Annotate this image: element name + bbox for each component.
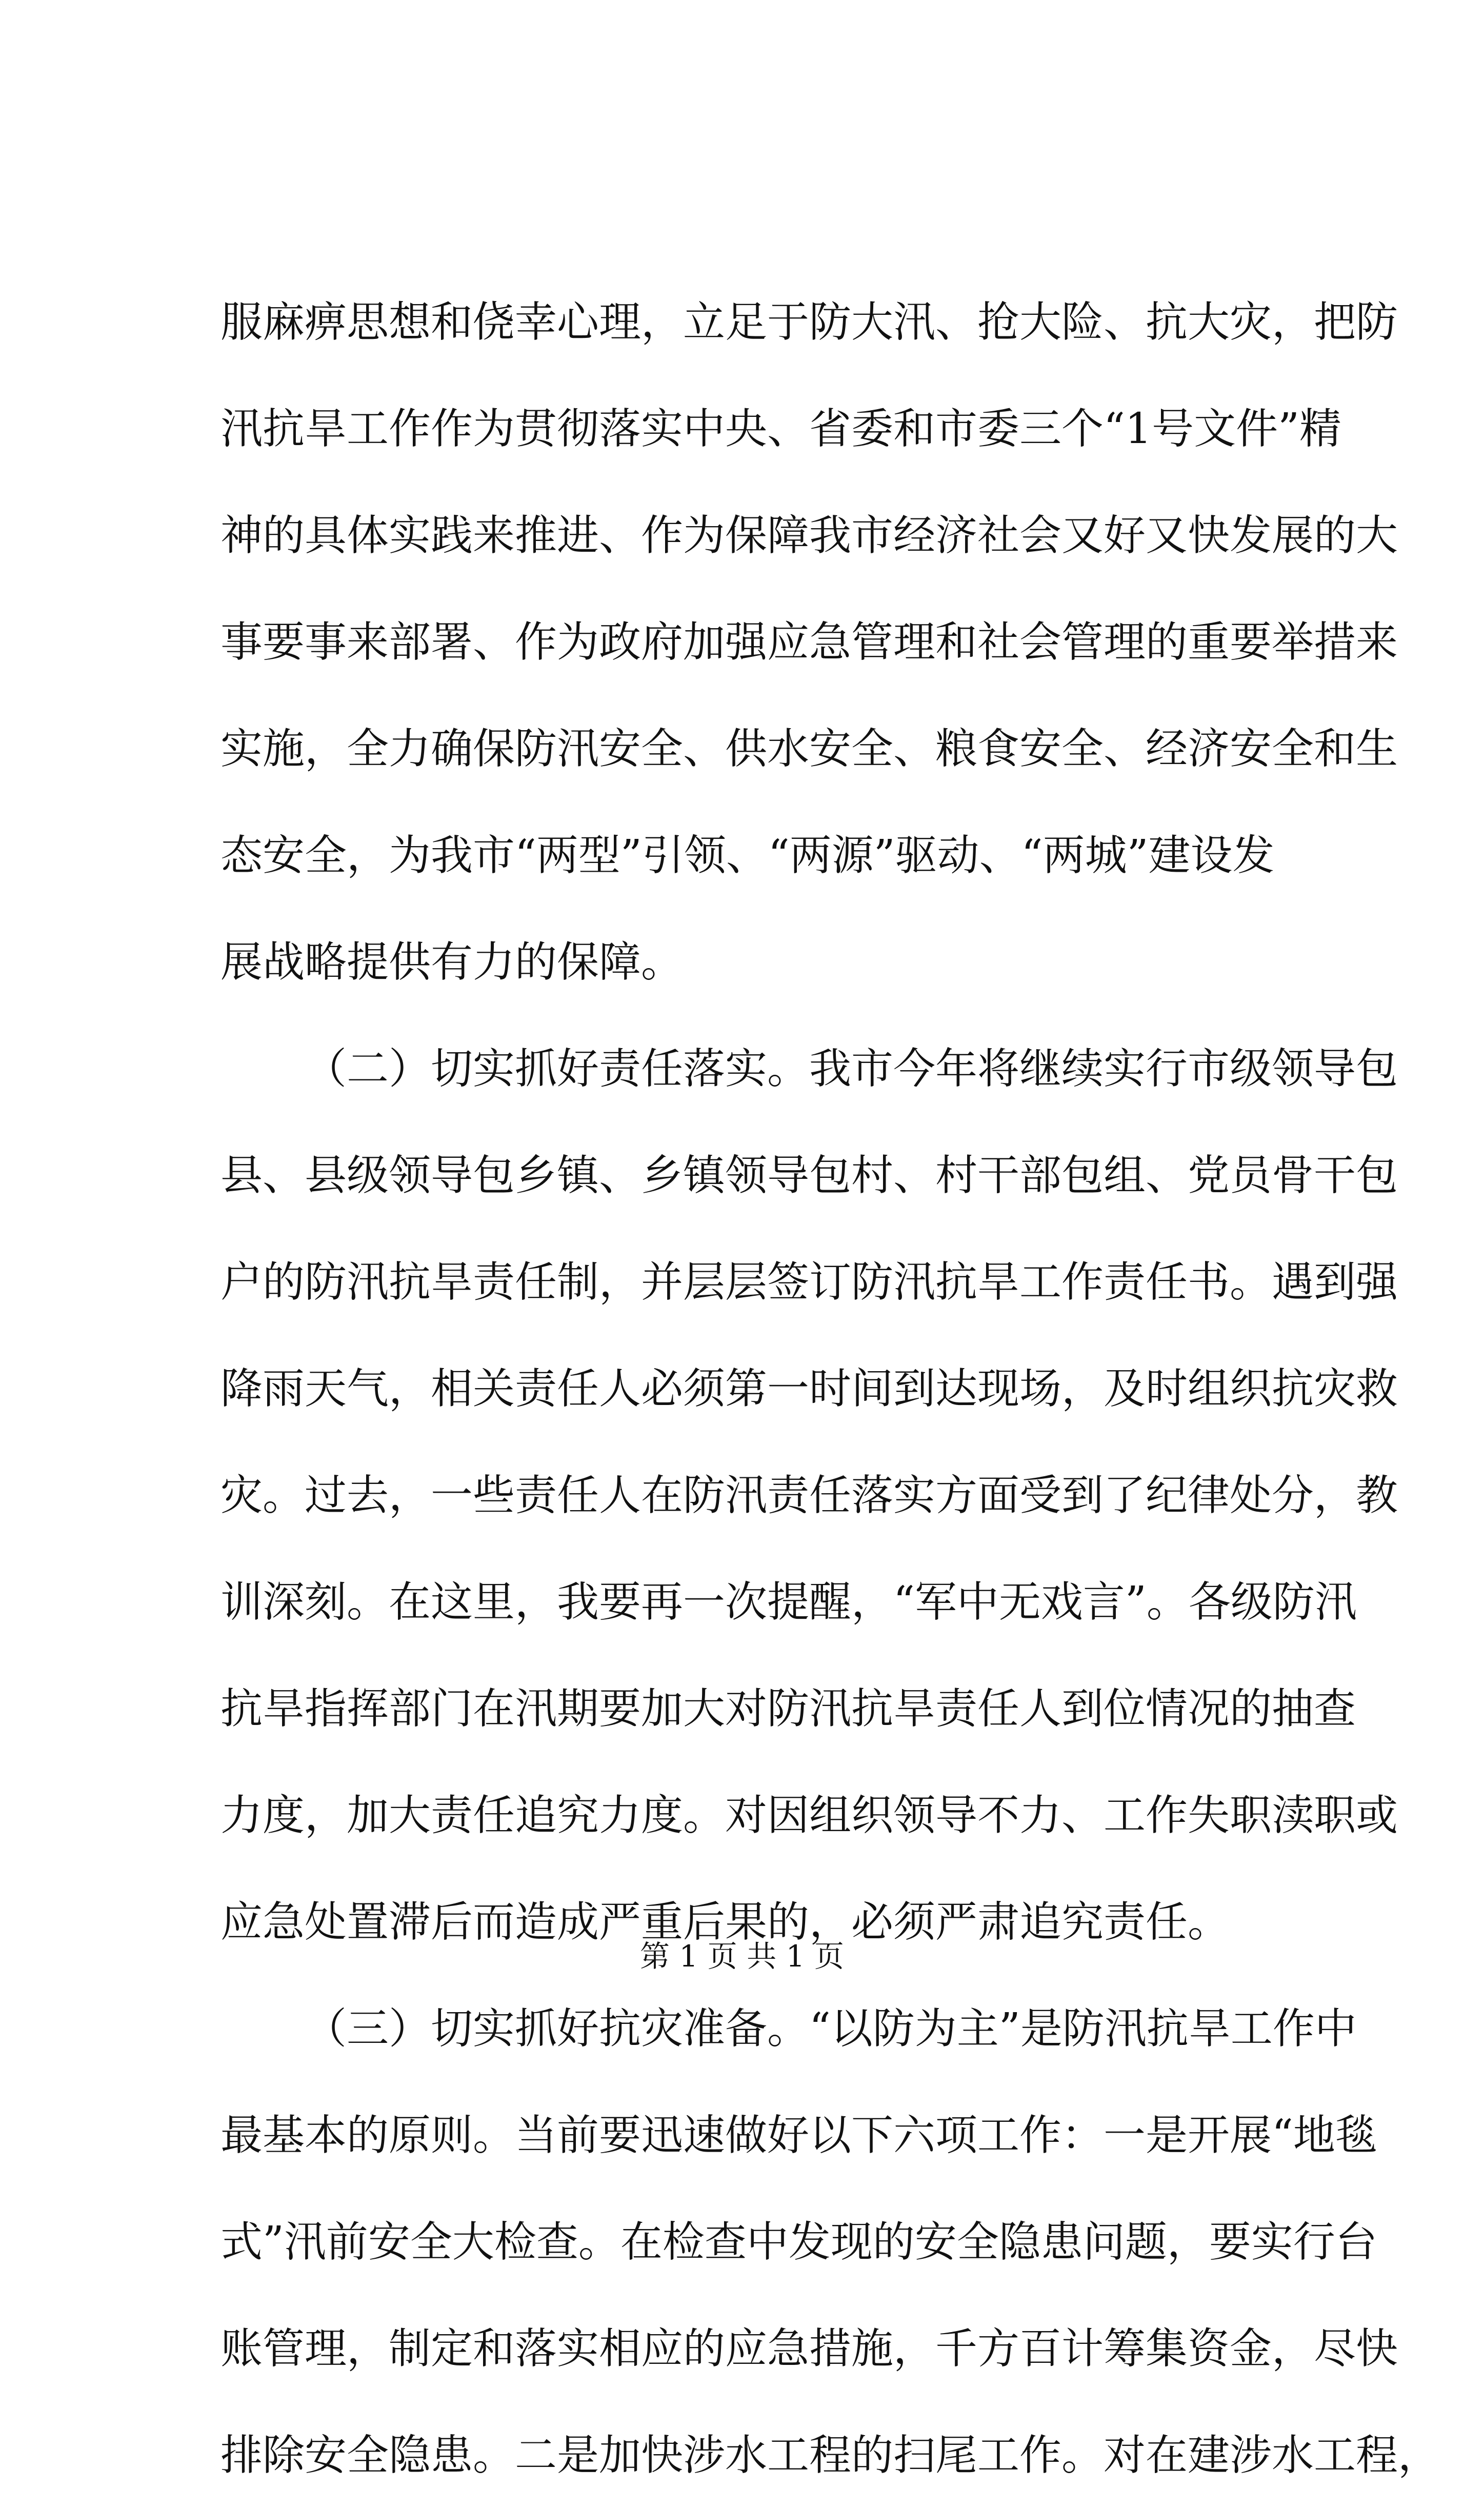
text-line: 神的具体实践来推进、作为保障我市经济社会又好又快发展的大 <box>220 511 1398 560</box>
document-body <box>220 269 1440 2509</box>
paragraph-start-line: （三）切实抓好抗灾准备。“以防为主”是防汛抗旱工作中 <box>305 2004 1357 2053</box>
text-line: 展战略提供有力的保障。 <box>220 938 684 987</box>
text-line: 排除安全隐患。二是加快涉水工程的扫尾工作。对在建涉水工程， <box>220 2431 1440 2480</box>
text-line: 训深刻。在这里，我要再一次提醒，“军中无戏言”。各级防汛 <box>220 1578 1357 1627</box>
page-number-footer: 第 1 页 共 1 页 <box>640 1939 844 1974</box>
text-line: 实施，全力确保防汛安全、供水安全、粮食安全、经济安全和生 <box>220 725 1398 773</box>
text-line: 户的防汛抗旱责任制，并层层签订防汛抗旱工作责任书。遇到强 <box>220 1258 1398 1307</box>
text-line: 服麻痹思想和侥幸心理，立足于防大汛、抢大险、抗大灾，把防 <box>220 298 1398 347</box>
text-line: 力度，加大责任追究力度。对因组织领导不力、工作失职渎职或 <box>220 1791 1398 1840</box>
text-line: 式”汛前安全大检查。在检查中发现的安全隐患问题，要实行台 <box>220 2218 1377 2266</box>
text-line: 事要事来部署、作为政府加强应急管理和社会管理的重要举措来 <box>220 618 1398 667</box>
text-line: 应急处置滞后而造成严重后果的，必须严肃追究责任。 <box>220 1898 1230 1946</box>
text-line: 汛抗旱工作作为贯彻落实中央、省委和市委三个“1号文件”精 <box>220 405 1342 453</box>
text-line: 账管理，制定和落实相应的应急措施，千方百计筹集资金，尽快 <box>220 2324 1398 2373</box>
text-line: 降雨天气，相关责任人必须第一时间到达现场，及时组织抗灾救 <box>220 1364 1398 1413</box>
text-line: 灾。过去，一些责任人在防汛责任落实方面受到了纪律处分，教 <box>220 1471 1398 1520</box>
text-line: 县、县级领导包乡镇、乡镇领导包村、村干部包组、党员骨干包 <box>220 1151 1398 1200</box>
paragraph-start-line: （二）切实抓好责任落实。我市今年将继续实行市级领导包 <box>305 1045 1398 1093</box>
text-line: 抗旱指挥部门在汛期要加大对防汛抗旱责任人到位情况的抽查 <box>220 1684 1356 1733</box>
text-line: 态安全，为我市“两型”引领、“两源”驱动、“两城”建设发 <box>220 831 1275 880</box>
text-line: 最基本的原则。当前要迅速做好以下六项工作：一是开展“地毯 <box>220 2111 1377 2160</box>
